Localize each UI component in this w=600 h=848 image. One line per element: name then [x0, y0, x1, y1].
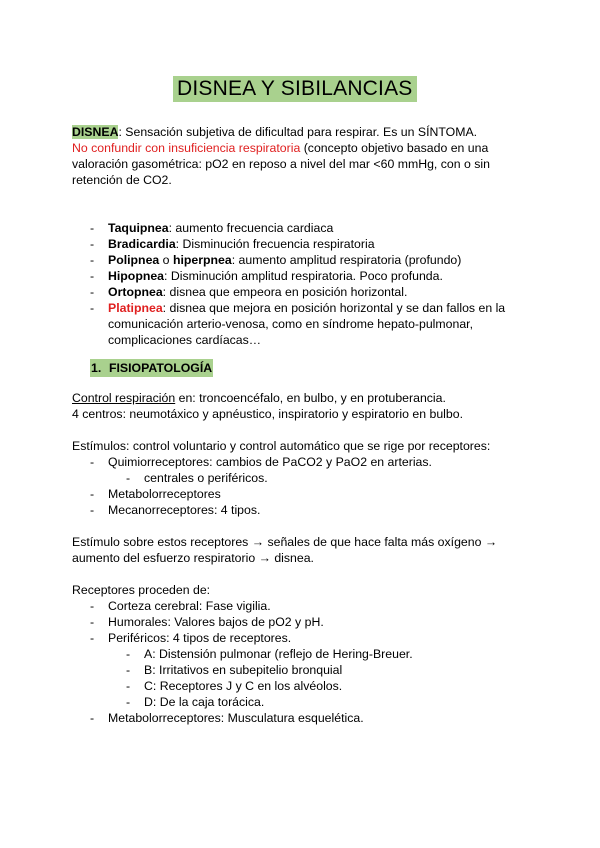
- list-item: - Metabolorreceptores: [108, 486, 542, 502]
- effect-paragraph: Estímulo sobre estos receptores → señales de que hace falta más oxígeno → aumento del esfuerzo respiratorio → disnea.: [72, 535, 498, 565]
- list-item: - Platipnea: disnea que mejora en posición horizontal y se dan fallos en la comunicación arterio-venosa, como en síndrome hepato-pulmonar, complicaciones cardíacas…: [108, 300, 542, 348]
- disnea-warning: No confundir con insuficiencia respiratoria (concepto objetivo basado en una valoración gasométrica: pO2 en reposo a nivel del mar <60 mmHg, con o sin retención de CO2.: [72, 141, 490, 187]
- list-item: - Polipnea o hiperpnea: aumento amplitud respiratoria (profundo): [108, 252, 542, 268]
- list-item: - centrales o periféricos.: [144, 470, 542, 486]
- list-item: - D: De la caja torácica.: [144, 694, 542, 710]
- list-item: - Mecanorreceptores: 4 tipos.: [108, 502, 542, 518]
- disnea-term: DISNEA: [72, 125, 119, 139]
- list-item: - Metabolorreceptores: Musculatura esquelética.: [108, 710, 542, 726]
- disnea-definition: DISNEA: Sensación subjetiva de dificultad para respirar. Es un SÍNTOMA.: [72, 125, 478, 139]
- list-item: - Humorales: Valores bajos de pO2 y pH.: [108, 614, 542, 630]
- list-item: - Bradicardia: Disminución frecuencia respiratoria: [108, 236, 542, 252]
- list-item: - Periféricos: 4 tipos de receptores. - A: Distensión pulmonar (reflejo de Hering-Breuer. - B: Irritativos en subepitelio bronquial - C: Receptores J y C en los alvéolos. - D: De la caja torácica.: [108, 630, 542, 710]
- list-item: - C: Receptores J y C en los alvéolos.: [144, 678, 542, 694]
- section-heading-fisiopatologia: 1. FISIOPATOLOGÍA: [91, 361, 213, 375]
- list-item: - A: Distensión pulmonar (reflejo de Hering-Breuer.: [144, 646, 542, 662]
- document-body: [72, 124, 542, 726]
- list-item: - Corteza cerebral: Fase vigilia.: [108, 598, 542, 614]
- list-item: - Ortopnea: disnea que empeora en posición horizontal.: [108, 284, 542, 300]
- receptors-list: [72, 598, 542, 726]
- control-paragraph: Control respiración en: troncoencéfalo, en bulbo, y en protuberancia.: [72, 391, 446, 405]
- list-item: - Taquipnea: aumento frecuencia cardiaca: [108, 220, 542, 236]
- list-item: - Hipopnea: Disminución amplitud respiratoria. Poco profunda.: [108, 268, 542, 284]
- centers-paragraph: 4 centros: neumotáxico y apnéustico, inspiratorio y espiratorio en bulbo.: [72, 407, 463, 421]
- receptors-intro: Receptores proceden de:: [72, 583, 211, 597]
- warning-text: No confundir con insuficiencia respiratoria: [72, 141, 301, 155]
- page-title: DISNEA Y SIBILANCIAS: [173, 76, 417, 102]
- list-item: - B: Irritativos en subepitelio bronquial: [144, 662, 542, 678]
- terms-list: [72, 220, 542, 348]
- stimuli-list: [72, 454, 542, 518]
- list-item: - Quimiorreceptores: cambios de PaCO2 y PaO2 en arterias. - centrales o periféricos.: [108, 454, 542, 486]
- stimuli-intro: Estímulos: control voluntario y control automático que se rige por receptores:: [72, 439, 491, 453]
